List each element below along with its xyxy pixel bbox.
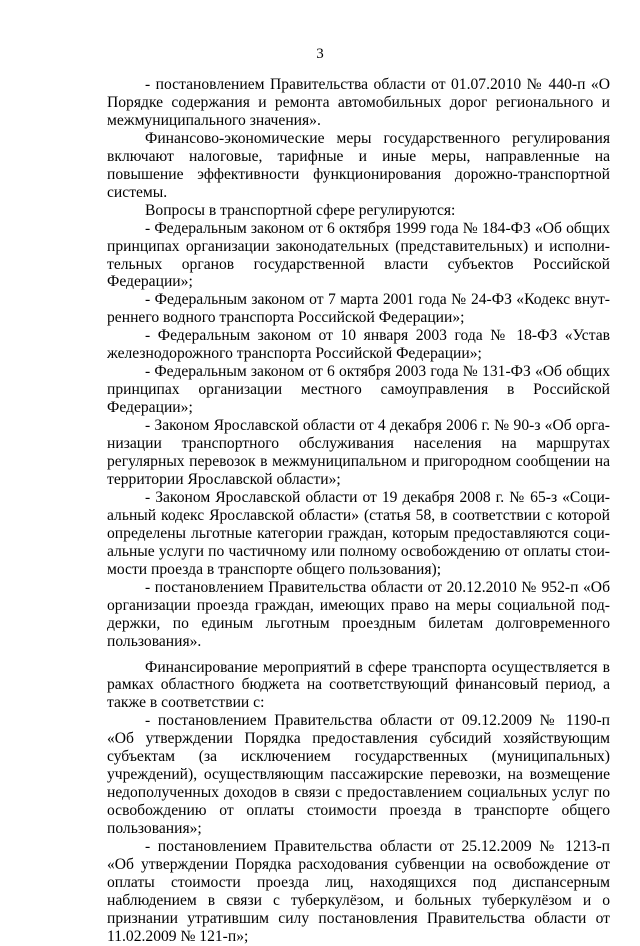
paragraph-resolution-440: - постановлением Правительства области от 01.07.2010 № 440-п «О Порядке содержания и ремонта автомобильных дорог регионального и межмуниципального значения». (107, 76, 610, 129)
paragraph-resolution-1213: - постановлением Правительства области от 25.12.2009 № 1213-п «Об утверждении Порядка расходования субвенции на освобождение от оплаты стоимости проезда лиц, находящихся под диспансерным наблюдением в связи с туберкулёзом, и больных туберкулёзом и о признании утратившим силу постановления Правительства области от 11.02.2009 № 121-п»; (107, 838, 610, 945)
paragraph-law-24: - Федеральным законом от 7 марта 2001 года № 24-ФЗ «Кодекс внутреннего водного транспорта Российской Федерации»; (107, 291, 610, 327)
paragraph-regulation-intro: Вопросы в транспортной сфере регулируются: (145, 201, 456, 219)
page-number: 3 (316, 46, 324, 62)
paragraph-financial-measures: Финансово-экономические меры государственного регулирования включают налоговые, тарифные и иные меры, направленные на повышение эффективности функционирования дорожно-транспортной системы. (107, 129, 610, 201)
document-body (107, 76, 610, 946)
paragraph-financing: Финансирование мероприятий в сфере транспорта осуществляется в рамках областного бюджета на соответствующий финансовый период, а также в соответствии с: (107, 658, 610, 712)
paragraph-regional-law-90: - Законом Ярославской области от 4 декабря 2006 г. № 90-з «Об организации транспортного обслуживания населения на маршрутах регулярных перевозок в межмуниципальном и пригородном сообщении на территории Ярославской области»; (107, 417, 610, 488)
paragraph-resolution-952: - постановлением Правительства области от 20.12.2010 № 952-п «Об организации проезда граждан, имеющих право на меры социальной поддержки, по единым льготным проездным билетам долговременного пользования». (107, 578, 610, 650)
paragraph-law-184: - Федеральным законом от 6 октября 1999 года № 184-ФЗ «Об общих принципах организации законодательных (представительных) и исполнительных органов государственной власти субъектов Российской Федерации»; (107, 219, 610, 291)
paragraph-resolution-1190: - постановлением Правительства области от 09.12.2009 № 1190-п «Об утверждении Порядка предоставления субсидий хозяйствующим субъектам (за исключением государственных (муниципальных) учреждений), осуществляющим пассажирские перевозки, на возмещение недополученных доходов в связи с предоставлением социальных услуг по освобождению от оплаты стоимости проезда в транспорте общего пользования»; (107, 712, 610, 838)
paragraph-regional-law-65: - Законом Ярославской области от 19 декабря 2008 г. № 65-з «Социальный кодекс Ярославской области» (статья 58, в соответствии с которой определены льготные категории граждан, которым предоставляются социальные услуги по частичному или полному освобождению от оплаты стоимости проезда в транспорте общего пользования); (107, 488, 610, 578)
paragraph-law-131: - Федеральным законом от 6 октября 2003 года № 131-ФЗ «Об общих принципах организации местного самоуправления в Российской Федерации»; (107, 363, 610, 417)
paragraph-law-18: - Федеральным законом от 10 января 2003 года № 18-ФЗ «Устав железнодорожного транспорта Российской Федерации»; (107, 327, 610, 363)
